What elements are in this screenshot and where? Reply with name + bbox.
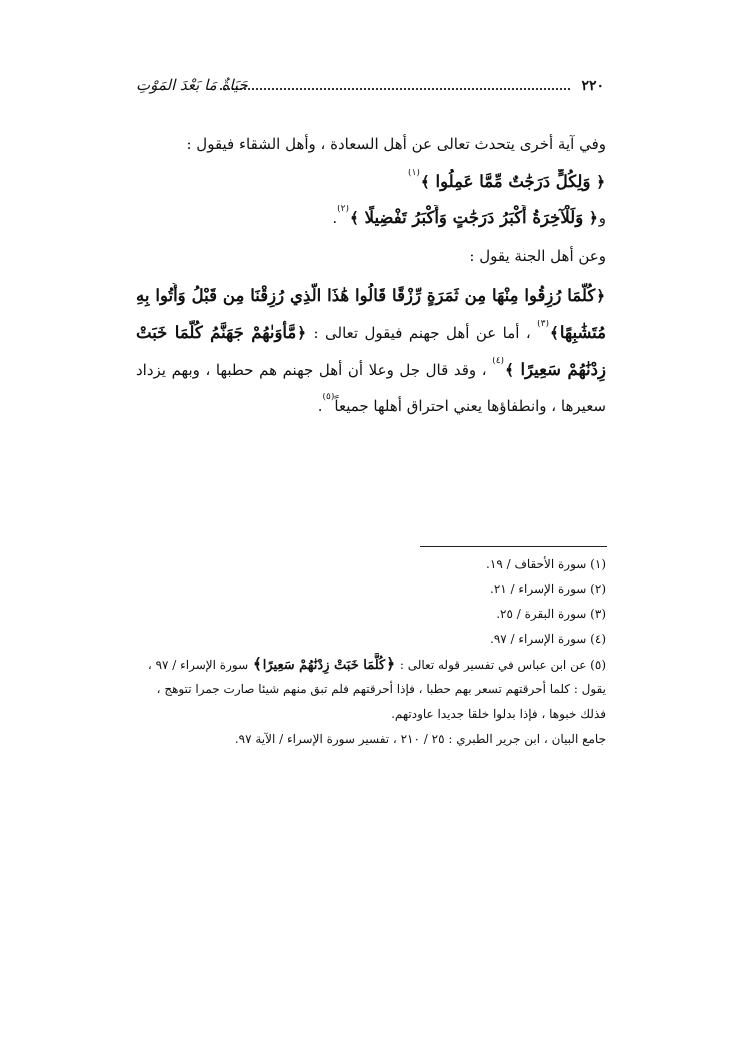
footnote-5-line-2: يقول : كلما أحرقتهم تسعر بهم حطبا ، فإذا أحرقتهم فلم تبق منهم شيئا صارت جمرا تتوهج ، — [156, 682, 606, 696]
page-number: ٢٢٠ — [581, 78, 604, 94]
footnote-5-suffix: سورة الإسراء / ٩٧ ، — [147, 658, 249, 672]
quran-bracket-close: ﴾ — [505, 361, 514, 379]
footnote-4: (٤) سورة الإسراء / ٩٧. — [489, 632, 606, 646]
quran-verse-3a: كُلَّمَا رُزِقُوا مِنْهَا مِن ثَمَرَةٍ رِّزْقًا قَالُوا هَٰذَا الَّذِي رُزِقْنَا مِن قَبْلُ وَأُتُوا بِهِ — [136, 286, 596, 305]
running-header — [136, 76, 604, 100]
quran-bracket-open: ﴿ — [588, 209, 598, 227]
quran-verse-3b: مُتَشَٰبِهًا — [559, 323, 606, 342]
comment-text-b: سعيرها ، وانطفاؤها يعني احتراق أهلها جميعاً — [334, 397, 606, 415]
footnote-5-verse: كُلَّمَا خَبَتْ زِدْنَٰهُمْ سَعِيرًا — [262, 658, 386, 673]
body-line-intro — [136, 131, 606, 157]
book-title-calligraphy: حَيَاةٌ مَا بَعْدَ المَوْتِ — [136, 76, 248, 94]
footnote-separator — [420, 546, 607, 547]
footnote-ref-2: (٢) — [337, 205, 350, 214]
footnote-3: (٣) سورة البقرة / ٢٥. — [496, 607, 606, 621]
footnote-ref-1: (١) — [408, 169, 420, 178]
quran-bracket-open: ﴿ — [297, 324, 307, 342]
footnote-2: (٢) سورة الإسراء / ٢١. — [489, 582, 606, 596]
hell-intro-text: ، أما عن أهل جهنم فيقول تعالى : — [313, 324, 531, 342]
footnote-5-prefix: (٥) عن ابن عباس في تفسير قوله تعالى : — [399, 658, 606, 672]
quran-verse-4a: مَّأْوَىٰهُمْ جَهَنَّمُ كُلَّمَا خَبَتْ — [136, 323, 297, 342]
body-line-comment-b: سعيرها ، وانطفاؤها يعني احتراق أهلها جميعاً$^{(٥)}$. — [317, 393, 606, 415]
quran-bracket-open: ﴿ — [596, 287, 605, 305]
footnote-5-line-3: فذلك خبوها ، فإذا بدلوا خلقا جديدا عاودتهم. — [391, 707, 606, 721]
intro-text: وفي آية أخرى يتحدث تعالى عن أهل السعادة ، وأهل الشقاء فيقول : — [186, 135, 606, 153]
body-line-verse4b — [136, 357, 606, 383]
footnote-ref-3: (٣) — [537, 320, 550, 329]
paradise-intro-text: وعن أهل الجنة يقول : — [469, 247, 606, 265]
footnote-5-line-1: (٥) عن ابن عباس في تفسير قوله تعالى : ﴿كُلَّمَا خَبَتْ زِدْنَٰهُمْ سَعِيرًا﴾ سورة الإسراء / ٩٧ ، — [147, 655, 606, 673]
body-line-verse3b — [136, 320, 606, 346]
body-line-verse2: و﴿ وَلَلْآخِرَةُ أَكْبَرُ دَرَجَٰتٍ وَأَكْبَرُ تَفْضِيلًا ﴾$^{(٢)}$. — [332, 205, 606, 227]
quran-verse-1: وَلِكُلٍّ دَرَجَٰتٌ مِّمَّا عَمِلُوا — [435, 172, 591, 191]
quran-bracket-close: ﴾ — [550, 324, 559, 342]
quran-verse-4b: زِدْنَٰهُمْ سَعِيرًا — [520, 360, 606, 379]
footnote-1: (١) سورة الأحقاف / ١٩. — [486, 557, 606, 571]
body-line-verse3a — [136, 283, 606, 309]
quran-bracket-close: ﴾ — [350, 209, 359, 227]
conjunction-waw: و — [598, 209, 606, 227]
body-line-verse1 — [136, 169, 606, 195]
footnote-ref-5: (٥) — [322, 393, 335, 402]
footnote-ref-4: (٤) — [492, 357, 505, 366]
quran-verse-2: وَلَلْآخِرَةُ أَكْبَرُ دَرَجَٰتٍ وَأَكْبَرُ تَفْضِيلًا — [364, 208, 584, 227]
quran-bracket-open: ﴿ — [596, 173, 605, 191]
comment-text-a: ، وقد قال جل وعلا أن أهل جهنم هم حطبها ، وبهم يزداد — [136, 361, 487, 379]
footnote-5-line-4: جامع البيان ، ابن جرير الطبري : ٢٥ / ٢١٠ ، تفسير سورة الإسراء / الآية ٩٧. — [234, 732, 606, 746]
header-leader-dots — [220, 88, 570, 90]
quran-bracket-close: ﴾ — [420, 173, 430, 191]
body-line-paradise-intro — [136, 243, 606, 269]
